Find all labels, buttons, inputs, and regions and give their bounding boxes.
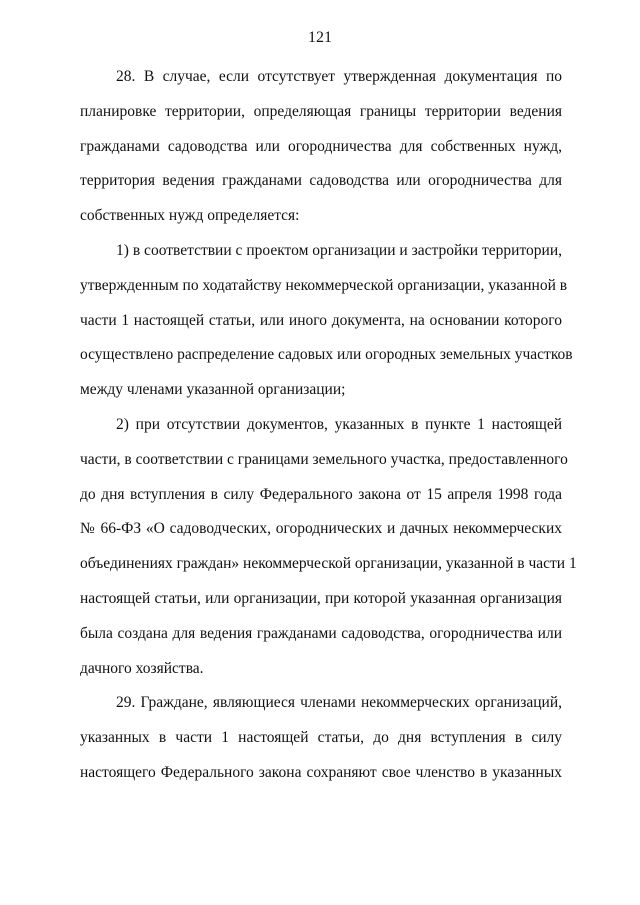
text-line: планировке территории, определяющая границы территории ведения	[80, 102, 562, 120]
text-line: осуществлено распределение садовых или огородных земельных участков	[80, 346, 573, 364]
text-line: объединениях граждан» некоммерческой организации, указанной в части 1	[80, 555, 577, 573]
text-line: утвержденным по ходатайству некоммерческой организации, указанной в	[80, 276, 568, 294]
text-line: № 66-ФЗ «О садоводческих, огороднических и дачных некоммерческих	[80, 520, 562, 538]
text-line: части, в соответствии с границами земельного участка, предоставленного	[80, 450, 568, 468]
subparagraph-1	[80, 234, 573, 408]
text-line: гражданами садоводства или огородничества для собственных нужд,	[80, 137, 562, 155]
text-line: территория ведения гражданами садоводства или огородничества для	[80, 172, 562, 190]
text-line: дачного хозяйства.	[80, 659, 204, 677]
text-line: 29. Граждане, являющиеся членами некоммерческих организаций,	[116, 694, 562, 712]
paragraph-29	[80, 686, 562, 790]
text-line: указанных в части 1 настоящей статьи, до дня вступления в силу	[80, 729, 562, 747]
text-line: до дня вступления в силу Федерального закона от 15 апреля 1998 года	[80, 485, 562, 503]
text-line: 28. В случае, если отсутствует утвержденная документация по	[116, 68, 562, 85]
text-line: части 1 настоящей статьи, или иного документа, на основании которого	[80, 311, 562, 329]
text-line: 1) в соответствии с проектом организации и застройки территории,	[116, 241, 562, 259]
text-line: 2) при отсутствии документов, указанных в пункте 1 настоящей	[116, 415, 562, 433]
text-line: была создана для ведения гражданами садоводства, огородничества или	[80, 624, 562, 642]
paragraph-28	[80, 60, 562, 234]
text-line: настоящего Федерального закона сохраняют свое членство в указанных	[80, 763, 562, 781]
text-line: настоящей статьи, или организации, при которой указанная организация	[80, 589, 562, 607]
text-line: собственных нужд определяется:	[80, 207, 300, 225]
subparagraph-2	[80, 408, 577, 686]
page-number: 121	[308, 29, 332, 46]
text-line: между членами указанной организации;	[80, 381, 346, 399]
document-body	[80, 60, 577, 791]
